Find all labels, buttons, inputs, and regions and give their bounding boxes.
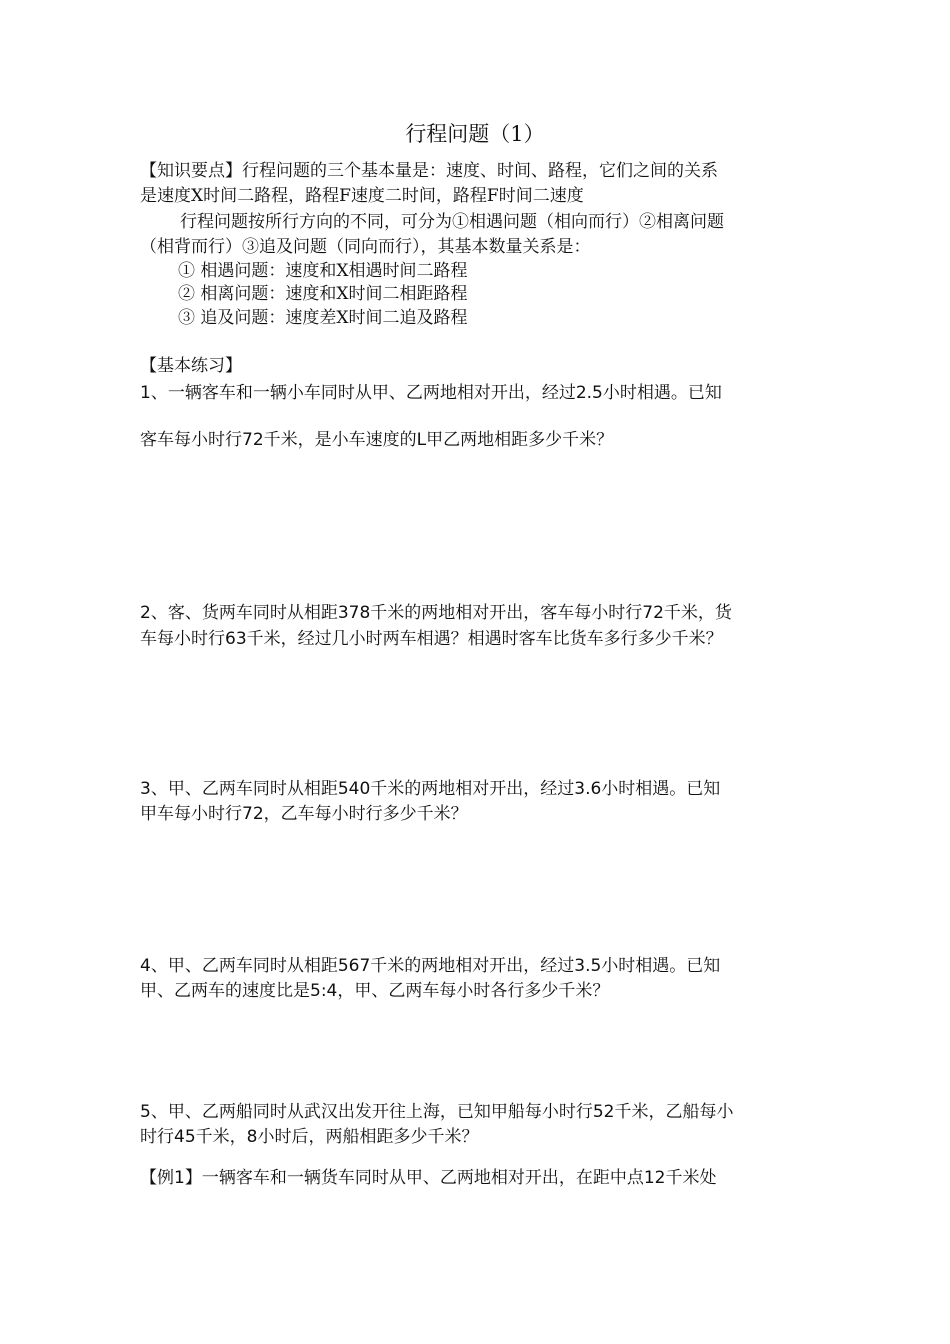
- relation-item-3: ③ 追及问题：速度差X时间二追及路程: [178, 308, 468, 328]
- question-2-line-1: 2、客、货两车同时从相距378千米的两地相对开出，客车每小时行72千米，货: [140, 603, 732, 623]
- question-4-line-2: 甲、乙两车的速度比是5:4，甲、乙两车每小时各行多少千米？: [140, 981, 610, 1001]
- question-5-line-1: 5、甲、乙两船同时从武汉出发开往上海，已知甲船每小时行52千米，乙船每小: [140, 1102, 734, 1122]
- example-1-line: 【例1】一辆客车和一辆货车同时从甲、乙两地相对开出，在距中点12千米处: [140, 1168, 717, 1188]
- knowledge-line-3: 行程问题按所行方向的不同，可分为①相遇问题（相向而行）②相离问题: [180, 212, 724, 232]
- question-4-line-1: 4、甲、乙两车同时从相距567千米的两地相对开出，经过3.5小时相遇。已知: [140, 956, 721, 976]
- question-1-line-2: 客车每小时行72千米，是小车速度的L甲乙两地相距多少千米？: [140, 430, 614, 450]
- practice-heading: 【基本练习】: [140, 356, 242, 376]
- relation-item-1: ① 相遇问题：速度和X相遇时间二路程: [178, 261, 468, 281]
- question-2-line-2: 车每小时行63千米，经过几小时两车相遇？相遇时客车比货车多行多少千米？: [140, 629, 723, 649]
- relation-item-2: ② 相离问题：速度和X时间二相距路程: [178, 284, 468, 304]
- knowledge-line-2: 是速度X时间二路程，路程F速度二时间，路程F时间二速度: [140, 186, 584, 206]
- knowledge-line-4: （相背而行）③追及问题（同向而行），其基本数量关系是：: [140, 237, 591, 257]
- question-5-line-2: 时行45千米，8小时后，两船相距多少千米？: [140, 1127, 479, 1147]
- question-3-line-1: 3、甲、乙两车同时从相距540千米的两地相对开出，经过3.6小时相遇。已知: [140, 779, 721, 799]
- page-title: 行程问题（1）: [405, 122, 545, 146]
- knowledge-line-1: 【知识要点】行程问题的三个基本量是：速度、时间、路程，它们之间的关系: [140, 161, 718, 181]
- question-1-line-1: 1、一辆客车和一辆小车同时从甲、乙两地相对开出，经过2.5小时相遇。已知: [140, 383, 722, 403]
- question-3-line-2: 甲车每小时行72，乙车每小时行多少千米？: [140, 804, 468, 824]
